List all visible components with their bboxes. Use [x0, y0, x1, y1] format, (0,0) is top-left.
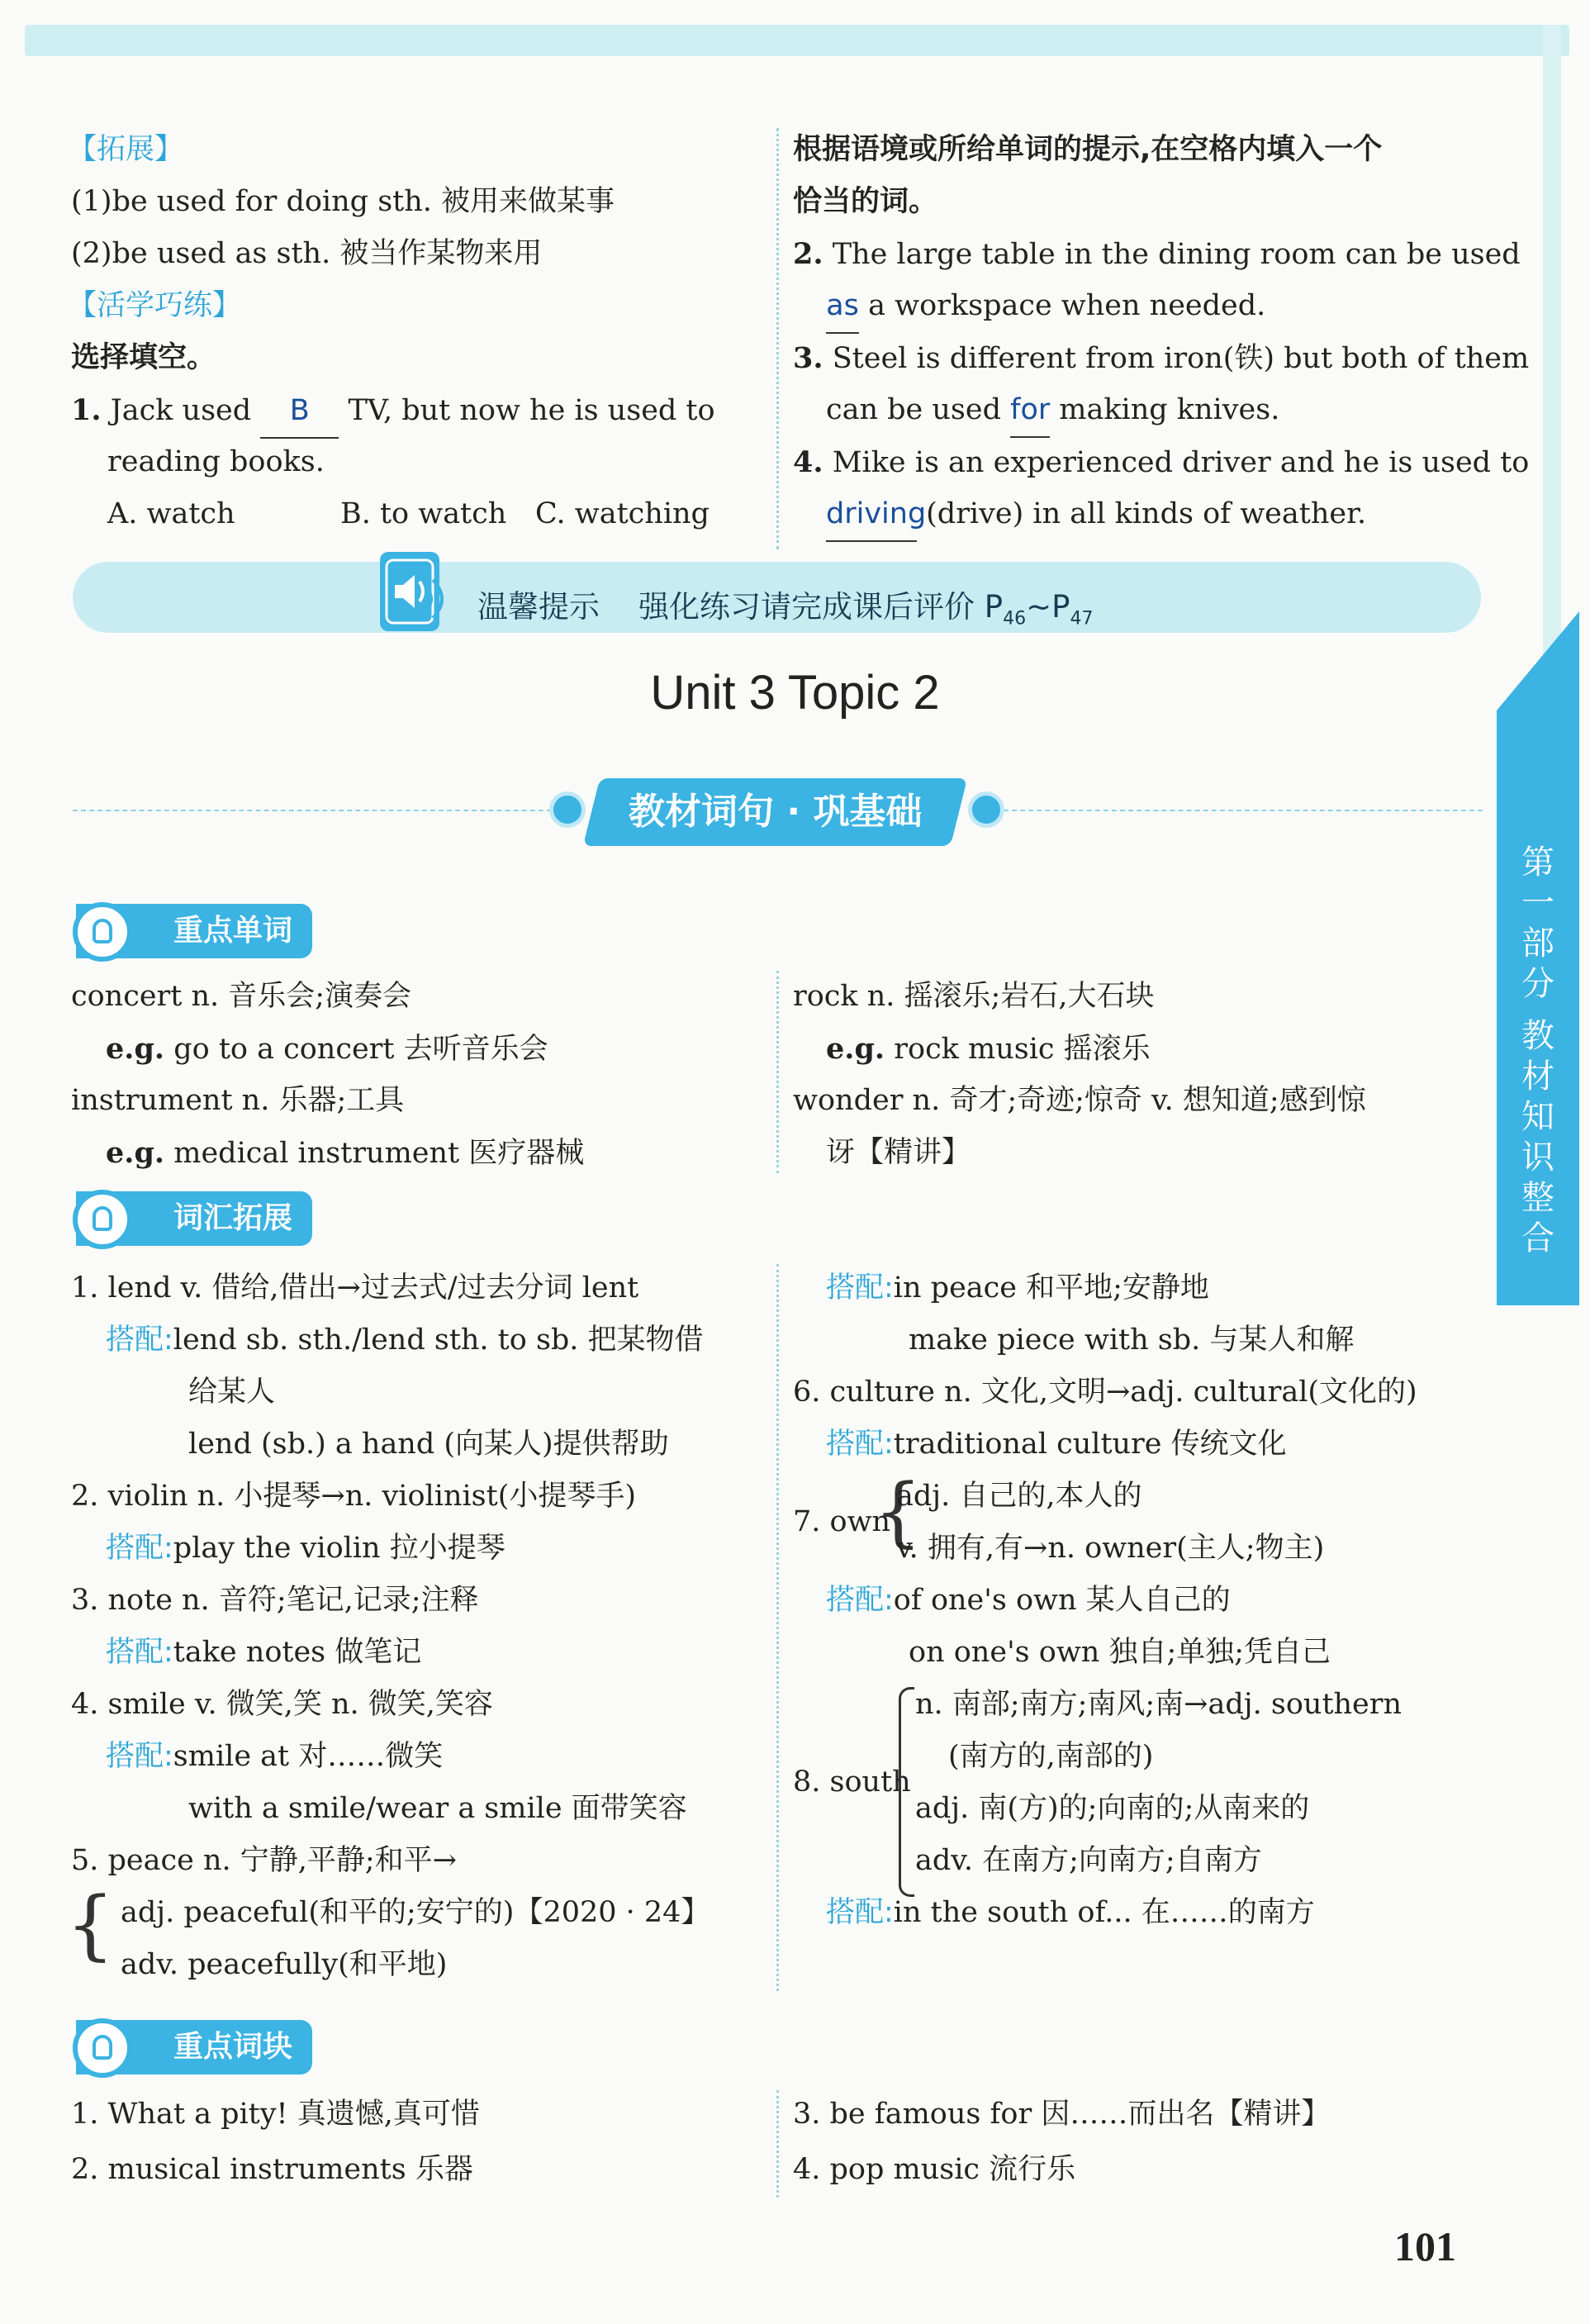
question-1-option-c: C. watching: [535, 497, 710, 530]
collocation-label: 搭配:: [826, 1584, 894, 1617]
column-divider-phrases: [776, 2090, 779, 2198]
vocab-5: 5. peace n. 宁静,平静;和平→: [71, 1844, 457, 1877]
vocab-6-collocation: [826, 1419, 1287, 1471]
collocation-label: 搭配:: [826, 1896, 894, 1929]
phrase-2: 2. musical instruments 乐器: [71, 2153, 473, 2186]
person-icon: [73, 902, 132, 962]
key-word-2: instrument n. 乐器;工具: [71, 1084, 405, 1117]
tab-vocab-extension-label: 词汇拓展: [173, 1201, 293, 1235]
brace-vocab-8: [899, 1687, 914, 1897]
vocab-6-collocation-text: traditional culture 传统文化: [893, 1428, 1287, 1461]
unit-title: Unit 3 Topic 2: [650, 666, 940, 720]
phrase-3: 3. be famous for 因……而出名【精讲】: [793, 2098, 1331, 2131]
question-3-text-c: making knives.: [1059, 393, 1280, 426]
key-word-1-example-text: go to a concert 去听音乐会: [173, 1033, 548, 1066]
vocab-5-adj: adj. peaceful(和平的;安宁的)【2020 · 24】: [121, 1896, 710, 1929]
question-4-text-b: (drive) in all kinds of weather.: [926, 497, 1367, 530]
question-1-line-2: reading books.: [107, 445, 325, 478]
vocab-5-collocation-1: [826, 1262, 1209, 1314]
key-word-2-example: [106, 1127, 584, 1180]
vocab-4-collocation-2: with a smile/wear a smile 面带笑容: [188, 1792, 687, 1825]
key-word-2-example-text: medical instrument 医疗器械: [173, 1137, 585, 1170]
question-1: [71, 384, 715, 439]
question-3-answer: for: [1010, 384, 1050, 438]
question-2-line-2: [826, 280, 1265, 334]
question-1-option-a: A. watch: [107, 497, 235, 530]
question-2-text: The large table in the dining room can be used: [832, 238, 1521, 271]
question-3-text-b: can be used: [826, 393, 1001, 426]
fill-instruction-line-1: 根据语境或所给单词的提示,在空格内填入一个: [793, 133, 1383, 166]
key-word-3-example-text: rock music 摇滚乐: [894, 1033, 1151, 1066]
vocab-6: 6. culture n. 文化,文明→adj. cultural(文化的): [793, 1376, 1417, 1409]
tuozhan-label: 【拓展】: [68, 133, 184, 166]
question-2-number: 2.: [793, 237, 823, 271]
vocab-4: 4. smile v. 微笑,笑 n. 微笑,笑容: [71, 1688, 493, 1721]
column-divider-top: [776, 128, 779, 549]
question-3: [793, 332, 1529, 385]
question-4-number: 4.: [793, 445, 823, 479]
section-title-text: 教材词句 · 巩基础: [628, 791, 923, 833]
section-dot-left: [549, 791, 586, 828]
side-tab-char: 合: [1521, 1219, 1554, 1257]
vocab-3-collocation: [106, 1627, 421, 1679]
tab-key-phrases-label: 重点词块: [173, 2030, 293, 2064]
collocation-label: 搭配:: [106, 1324, 173, 1357]
key-word-1: concert n. 音乐会;演奏会: [71, 980, 412, 1013]
tuozhan-item-2: (2)be used as sth. 被当作某物来用: [71, 237, 543, 270]
side-tab-char: 教: [1521, 1017, 1554, 1055]
section-title: [583, 778, 967, 846]
key-word-3-example: [826, 1023, 1151, 1076]
collocation-label: 搭配:: [106, 1740, 173, 1773]
column-divider-vocab: [776, 1264, 779, 1991]
eg-label: e.g.: [826, 1032, 885, 1066]
side-tab-char: 材: [1521, 1057, 1554, 1095]
question-3-line-2: [826, 384, 1279, 438]
question-1-number: 1.: [71, 393, 102, 427]
question-4-line-2: [826, 488, 1366, 542]
sound-waves-icon: [421, 578, 446, 620]
collocation-label: 搭配:: [826, 1428, 894, 1461]
practice-label: 【活学巧练】: [68, 289, 242, 322]
brace-vocab-5: {: [66, 1880, 115, 1969]
eg-label: e.g.: [106, 1032, 165, 1066]
practice-instruction: 选择填空。: [71, 341, 216, 374]
brace-vocab-7: {: [874, 1467, 923, 1556]
collocation-label: 搭配:: [106, 1636, 173, 1669]
tip-tilde: ~P: [1026, 589, 1070, 625]
tip-text: 强化练习请完成课后评价 P: [638, 589, 1004, 625]
side-tab-char: 分: [1521, 965, 1554, 1003]
person-icon: [73, 2018, 132, 2078]
key-word-4: wonder n. 奇才;奇迹;惊奇 v. 想知道;感到惊: [793, 1084, 1366, 1117]
question-2-text-b: a workspace when needed.: [868, 289, 1266, 322]
side-tab-char: 部: [1521, 924, 1554, 962]
vocab-1-collocation-1-text: lend sb. sth./lend sth. to sb. 把某物借: [173, 1324, 704, 1357]
vocab-8-noun-cont: (南方的,南部的): [948, 1740, 1154, 1773]
vocab-5-collocation-2: make piece with sb. 与某人和解: [909, 1324, 1355, 1357]
side-tab-char: 识: [1521, 1138, 1554, 1176]
vocab-7-collocation-2: on one's own 独自;单独;凭自己: [909, 1636, 1331, 1669]
vocab-3-collocation-text: take notes 做笔记: [173, 1636, 422, 1669]
tip-page-sub-2: 47: [1070, 608, 1094, 630]
vocab-1: 1. lend v. 借给,借出→过去式/过去分词 lent: [71, 1271, 639, 1305]
vocab-8-head: 8. south: [793, 1766, 911, 1799]
top-decor-band: [25, 25, 1569, 56]
vocab-7-collocation-1: [826, 1575, 1231, 1627]
vocab-8-adv: adv. 在南方;向南方;自南方: [915, 1844, 1262, 1877]
page-number: 101: [1394, 2223, 1456, 2269]
vocab-3: 3. note n. 音符;笔记,记录;注释: [71, 1584, 479, 1617]
vocab-7-head: 7. own: [793, 1505, 891, 1538]
vocab-4-collocation-1: [106, 1731, 443, 1783]
question-1-answer: B: [260, 385, 339, 439]
question-4-text: Mike is an experienced driver and he is used to: [832, 446, 1530, 479]
vocab-7-adj: adj. 自己的,本人的: [896, 1480, 1142, 1513]
question-3-number: 3.: [793, 341, 823, 375]
vocab-4-collocation-1-text: smile at 对……微笑: [173, 1740, 444, 1773]
side-tab-char: 整: [1521, 1179, 1554, 1217]
side-tab-char: 一: [1521, 884, 1554, 922]
eg-label: e.g.: [106, 1136, 165, 1170]
phrase-4: 4. pop music 流行乐: [793, 2153, 1076, 2186]
section-dot-right: [968, 791, 1004, 828]
question-4-answer: driving: [826, 488, 917, 542]
question-4: [793, 436, 1529, 489]
key-word-4-cont: 讶【精讲】: [826, 1136, 971, 1169]
section-line-left: [73, 810, 560, 811]
vocab-7-verb: v. 拥有,有→n. owner(主人;物主): [896, 1532, 1325, 1565]
vocab-5-collocation-1-text: in peace 和平地;安静地: [893, 1271, 1209, 1305]
tuozhan-item-1: (1)be used for doing sth. 被用来做某事: [71, 185, 615, 218]
vocab-2: 2. violin n. 小提琴→n. violinist(小提琴手): [71, 1480, 637, 1513]
collocation-label: 搭配:: [826, 1271, 894, 1305]
side-tab-char: 第: [1521, 844, 1554, 882]
vocab-7-collocation-1-text: of one's own 某人自己的: [893, 1584, 1231, 1617]
question-2: [793, 228, 1521, 281]
section-line-right: [1004, 810, 1483, 811]
person-icon: [73, 1190, 132, 1249]
key-word-3: rock n. 摇滚乐;岩石,大石块: [793, 980, 1155, 1013]
question-1-text-a: Jack used: [110, 394, 252, 427]
question-1-option-b: B. to watch: [340, 497, 507, 530]
question-3-text: Steel is different from iron(铁) but both of them: [832, 342, 1530, 375]
key-word-1-example: [106, 1023, 548, 1076]
vocab-8-collocation: [826, 1887, 1315, 1939]
column-divider-key-words: [776, 971, 779, 1173]
phrase-1: 1. What a pity! 真遗憾,真可惜: [71, 2098, 480, 2131]
tip-page-sub-1: 46: [1003, 608, 1027, 630]
vocab-8-collocation-text: in the south of... 在……的南方: [893, 1896, 1315, 1929]
vocab-5-adv: adv. peacefully(和平地): [121, 1948, 448, 1981]
vocab-1-collocation-1b: 给某人: [188, 1376, 276, 1409]
vocab-8-noun: n. 南部;南方;南风;南→adj. southern: [915, 1688, 1403, 1721]
tip-banner-text: [477, 582, 1093, 629]
question-1-text-b: TV, but now he is used to: [348, 394, 715, 427]
vocab-2-collocation-text: play the violin 拉小提琴: [173, 1532, 505, 1565]
vocab-8-adj: adj. 南(方)的;向南的;从南来的: [915, 1792, 1310, 1825]
vocab-1-collocation-2: lend (sb.) a hand (向某人)提供帮助: [188, 1428, 669, 1461]
tab-key-words-label: 重点单词: [173, 914, 293, 948]
tip-label: 温馨提示: [477, 589, 600, 625]
collocation-label: 搭配:: [106, 1532, 173, 1565]
fill-instruction-line-2: 恰当的词。: [793, 185, 938, 218]
side-tab-char: 知: [1521, 1098, 1554, 1136]
side-tab-top: [1497, 611, 1579, 711]
side-tab-text: [1518, 843, 1558, 1259]
vocab-1-collocation-1: [106, 1314, 704, 1366]
vocab-2-collocation: [106, 1523, 505, 1575]
question-2-answer: as: [826, 280, 859, 334]
